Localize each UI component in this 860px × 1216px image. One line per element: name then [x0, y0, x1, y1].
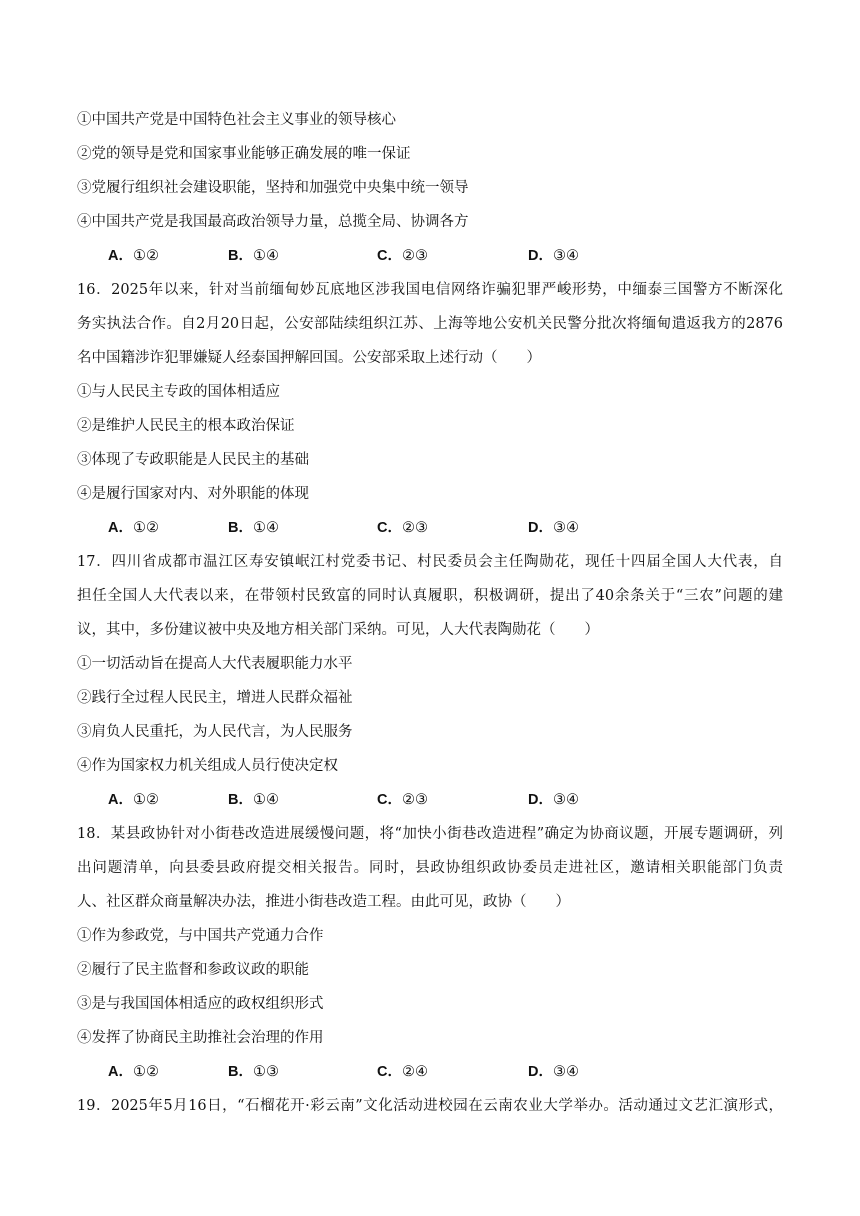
- q18-option-c[interactable]: C．②④: [377, 1064, 428, 1080]
- q16-option-a[interactable]: A．①②: [108, 520, 159, 536]
- q16-option-d[interactable]: D．③④: [528, 520, 579, 536]
- q18-item-4: ④发挥了协商民主助推社会治理的作用: [77, 1030, 324, 1046]
- q16-options: [108, 518, 708, 538]
- q15-options: [108, 246, 708, 266]
- q18-option-b[interactable]: B．①③: [228, 1064, 279, 1080]
- q17-stem-line-3: 议，其中，多份建议被中央及地方相关部门采纳。可见，人大代表陶勋花（ ）: [77, 622, 599, 638]
- q18-options: [108, 1062, 708, 1082]
- q16-item-3: ③体现了专政职能是人民民主的基础: [77, 452, 309, 468]
- q15-item-2: ②党的领导是党和国家事业能够正确发展的唯一保证: [77, 146, 411, 162]
- q17-option-d[interactable]: D．③④: [528, 792, 579, 808]
- q15-item-4: ④中国共产党是我国最高政治领导力量，总揽全局、协调各方: [77, 214, 469, 230]
- q17-stem-line-2: 担任全国人大代表以来，在带领村民致富的同时认真履职，积极调研，提出了40余条关于“三农”问题的建: [77, 588, 783, 604]
- q16-item-1: ①与人民民主专政的国体相适应: [77, 384, 280, 400]
- q15-option-c[interactable]: C．②③: [377, 248, 428, 264]
- q17-item-3: ③肩负人民重托，为人民代言，为人民服务: [77, 724, 353, 740]
- q17-item-1: ①一切活动旨在提高人大代表履职能力水平: [77, 656, 353, 672]
- q17-option-b[interactable]: B．①④: [228, 792, 279, 808]
- q16-item-4: ④是履行国家对内、对外职能的体现: [77, 486, 309, 502]
- q16-stem-line-3: 名中国籍涉诈犯罪嫌疑人经泰国押解回国。公安部采取上述行动（ ）: [77, 350, 541, 366]
- q18-stem-line-1: 18．某县政协针对小街巷改造进展缓慢问题，将“加快小街巷改造进程”确定为协商议题，开展专题调研，列: [77, 826, 783, 842]
- q16-option-b[interactable]: B．①④: [228, 520, 279, 536]
- q17-option-a[interactable]: A．①②: [108, 792, 159, 808]
- q19-stem-line-1: 19．2025年5月16日，“石榴花开·彩云南”文化活动进校园在云南农业大学举办。活动通过文艺汇演形式，: [77, 1098, 783, 1114]
- q17-stem-line-1: 17．四川省成都市温江区寿安镇岷江村党委书记、村民委员会主任陶勋花，现任十四届全国人大代表，自: [77, 554, 783, 570]
- q16-option-c[interactable]: C．②③: [377, 520, 428, 536]
- q17-item-4: ④作为国家权力机关组成人员行使决定权: [77, 758, 338, 774]
- q18-stem-line-2: 出问题清单，向县委县政府提交相关报告。同时，县政协组织政协委员走进社区，邀请相关职能部门负责: [77, 860, 783, 876]
- q18-option-d[interactable]: D．③④: [528, 1064, 579, 1080]
- q18-item-2: ②履行了民主监督和参政议政的职能: [77, 962, 309, 978]
- q15-item-1: ①中国共产党是中国特色社会主义事业的领导核心: [77, 112, 396, 128]
- q18-stem-line-3: 人、社区群众商量解决办法，推进小街巷改造工程。由此可见，政协（ ）: [77, 894, 570, 910]
- q17-option-c[interactable]: C．②③: [377, 792, 428, 808]
- q16-stem-line-2: 务实执法合作。自2月20日起，公安部陆续组织江苏、上海等地公安机关民警分批次将缅甸遣返我方的2876: [77, 316, 783, 332]
- q18-item-3: ③是与我国国体相适应的政权组织形式: [77, 996, 324, 1012]
- q15-option-d[interactable]: D．③④: [528, 248, 579, 264]
- q15-option-b[interactable]: B．①④: [228, 248, 279, 264]
- q18-item-1: ①作为参政党，与中国共产党通力合作: [77, 928, 324, 944]
- q17-options: [108, 790, 708, 810]
- q15-item-3: ③党履行组织社会建设职能，坚持和加强党中央集中统一领导: [77, 180, 469, 196]
- q17-item-2: ②践行全过程人民民主，增进人民群众福祉: [77, 690, 353, 706]
- q18-option-a[interactable]: A．①②: [108, 1064, 159, 1080]
- q16-stem-line-1: 16．2025年以来，针对当前缅甸妙瓦底地区涉我国电信网络诈骗犯罪严峻形势，中缅泰三国警方不断深化: [77, 282, 783, 298]
- q16-item-2: ②是维护人民民主的根本政治保证: [77, 418, 295, 434]
- q15-option-a[interactable]: A．①②: [108, 248, 159, 264]
